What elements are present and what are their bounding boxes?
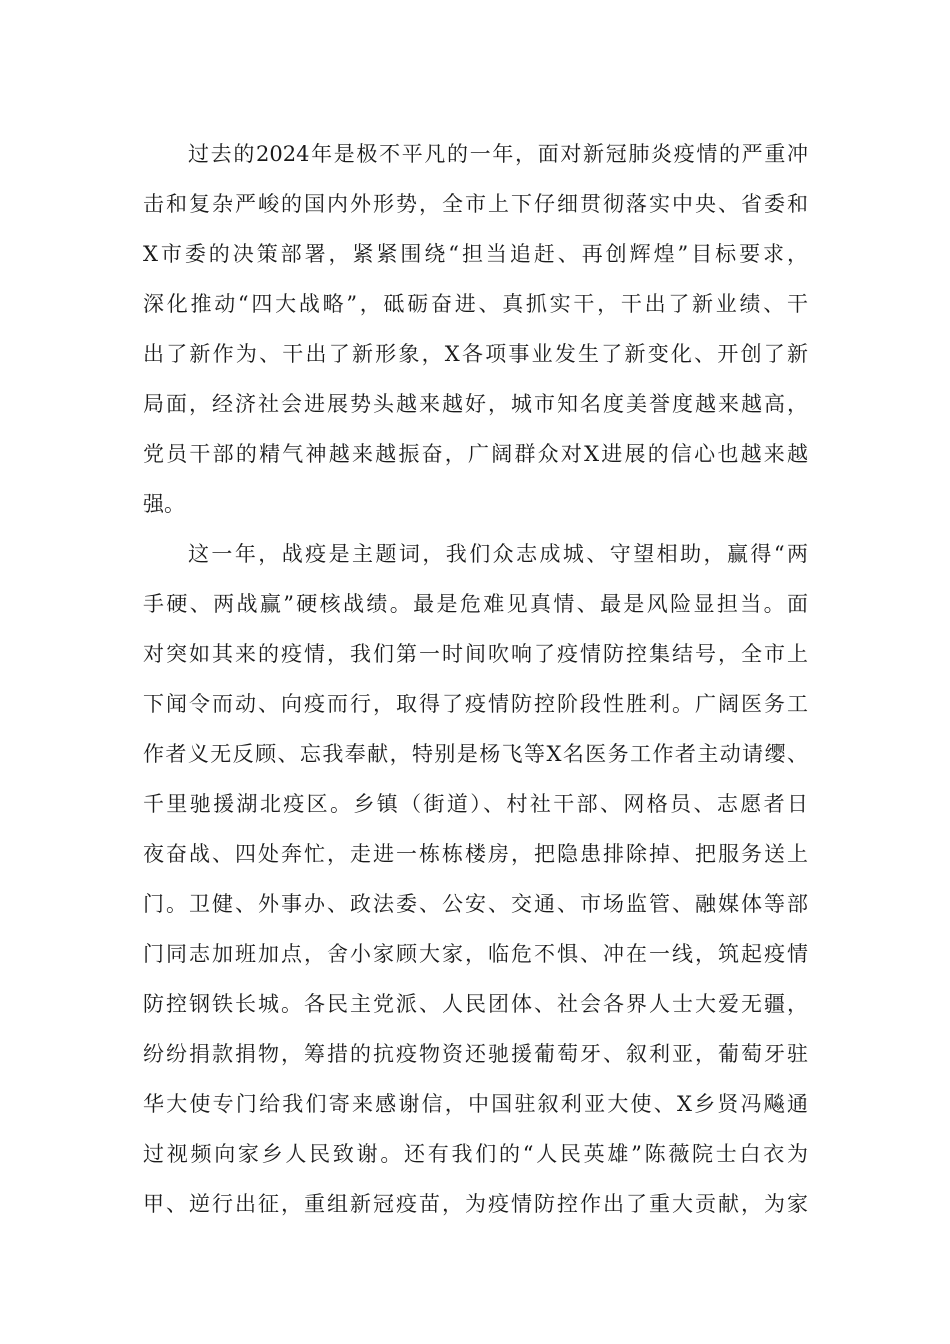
paragraph-2 xyxy=(143,529,808,1229)
text-line: 下闻令而动、向疫而行，取得了疫情防控阶段性胜利。广阔医务工 xyxy=(143,692,808,716)
text-line: 甲、逆行出征，重组新冠疫苗，为疫情防控作出了重大贡献，为家 xyxy=(143,1192,808,1216)
text-line: 击和复杂严峻的国内外形势，全市上下仔细贯彻落实中央、省委和 xyxy=(143,192,808,216)
text-line: 局面，经济社会进展势头越来越好，城市知名度美誉度越来越高， xyxy=(143,392,808,416)
document-body xyxy=(143,129,808,1229)
text-line: 作者义无反顾、忘我奉献，特别是杨飞等X名医务工作者主动请缨、 xyxy=(143,742,808,766)
text-line: 门。卫健、外事办、政法委、公安、交通、市场监管、融媒体等部 xyxy=(143,892,808,916)
text-line: 强。 xyxy=(143,492,185,516)
text-line: 门同志加班加点，舍小家顾大家，临危不惧、冲在一线，筑起疫情 xyxy=(143,942,808,966)
text-line: 党员干部的精气神越来越振奋，广阔群众对X进展的信心也越来越 xyxy=(143,442,808,466)
text-line: 防控钢铁长城。各民主党派、人民团体、社会各界人士大爱无疆， xyxy=(143,992,808,1016)
text-line: 对突如其来的疫情，我们第一时间吹响了疫情防控集结号，全市上 xyxy=(143,642,808,666)
paragraph-1 xyxy=(143,129,808,529)
text-line: 华大使专门给我们寄来感谢信，中国驻叙利亚大使、X乡贤冯飚通 xyxy=(143,1092,808,1116)
text-line: 纷纷捐款捐物，筹措的抗疫物资还驰援葡萄牙、叙利亚，葡萄牙驻 xyxy=(143,1042,808,1066)
text-line: 过去的2024年是极不平凡的一年，面对新冠肺炎疫情的严重冲 xyxy=(188,142,808,166)
text-line: 出了新作为、干出了新形象，X各项事业发生了新变化、开创了新 xyxy=(143,342,808,366)
text-line: X市委的决策部署，紧紧围绕“担当追赶、再创辉煌”目标要求， xyxy=(143,242,808,266)
text-line: 过视频向家乡人民致谢。还有我们的“人民英雄”陈薇院士白衣为 xyxy=(143,1142,808,1166)
text-line: 这一年，战疫是主题词，我们众志成城、守望相助，赢得“两 xyxy=(188,542,808,566)
text-line: 夜奋战、四处奔忙，走进一栋栋楼房，把隐患排除掉、把服务送上 xyxy=(143,842,808,866)
text-line: 手硬、两战赢”硬核战绩。最是危难见真情、最是风险显担当。面 xyxy=(143,592,808,616)
text-line: 千里驰援湖北疫区。乡镇（街道）、村社干部、网格员、志愿者日 xyxy=(143,792,808,816)
text-line: 深化推动“四大战略”，砥砺奋进、真抓实干，干出了新业绩、干 xyxy=(143,292,808,316)
